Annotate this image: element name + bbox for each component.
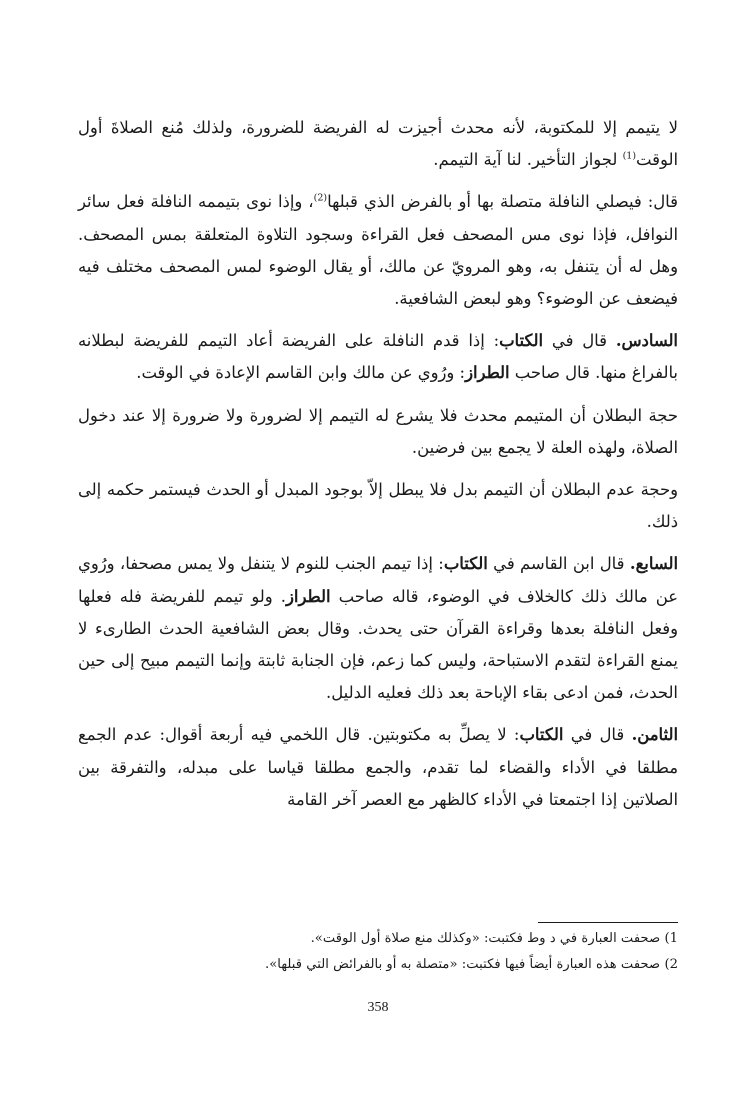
text-run: حجة البطلان أن المتيمم محدث فلا يشرع له التيمم إلا لضرورة ولا ضرورة إلا عند دخول الصلاة، ولهذه العلة لا يجمع بين فرضين. xyxy=(78,405,678,457)
keyword: الكتاب xyxy=(499,331,544,351)
keyword: السادس. xyxy=(615,331,678,351)
text-run: ، وإذا نوى بتيممه النافلة فعل سائر النوافل، فإذا نوى مس المصحف فعل القراءة وسجود التلاوة المتعلقة بمس المصحف. وهل له أن يتنفل به، وهو المرويّ عن مالك، أو يقال الوضوء لمس المصحف مختلف فيه فيضعف عن الوضوء؟ وهو لبعض الشافعية. xyxy=(78,192,678,309)
paragraph xyxy=(78,719,678,816)
text-run: : لا يصلِّ به مكتوبتين. قال اللخمي فيه أربعة أقوال: عدم الجمع مطلقا في الأداء والقضاء لما تقدم، والجمع مطلقا قياسا على مبدله، والتفرقة بين الصلاتين إذا اجتمعتا في الأداء كالظهر مع العصر آخر القامة xyxy=(78,725,678,809)
text-run: قال ابن القاسم في xyxy=(487,554,630,574)
text-run: قال في xyxy=(543,331,616,351)
footnote-1: 1) صحفت العبارة في د وط فكتبت: «وكذلك منع صلاة أول الوقت». xyxy=(310,931,678,946)
text-run: : إذا قدم النافلة على الفريضة أعاد التيمم للفريضة لبطلانه بالفراغ منها. قال صاحب xyxy=(78,331,678,383)
footnote-separator xyxy=(538,922,678,923)
footnote-marker: (2) xyxy=(313,192,328,204)
keyword: الكتاب xyxy=(443,554,488,574)
text-run: : ورُوي عن مالك وابن القاسم الإعادة في الوقت. xyxy=(136,363,466,383)
paragraph xyxy=(78,186,678,315)
paragraph xyxy=(78,112,678,176)
footnotes xyxy=(120,926,678,978)
text-run: قال: فيصلي النافلة متصلة بها أو بالفرض الذي قبلها xyxy=(327,192,678,212)
footnote-marker: (1) xyxy=(622,150,637,162)
footnote-2: 2) صحفت هذه العبارة أيضاً فيها فكتبت: «متصلة به أو بالفرائض التي قبلها». xyxy=(265,957,678,972)
paragraph xyxy=(78,400,678,464)
keyword: الطراز xyxy=(465,363,510,383)
text-run: قال في xyxy=(563,725,632,745)
keyword: الثامن. xyxy=(631,725,679,745)
keyword: الطراز xyxy=(286,586,331,606)
text-run: لجواز التأخير. لنا آية التيمم. xyxy=(433,150,623,170)
paragraph xyxy=(78,474,678,538)
text-run: لا يتيمم إلا للمكتوبة، لأنه محدث أجيزت له الفريضة للضرورة، ولذلك مُنع الصلاةَ أول الوقت xyxy=(78,118,678,170)
main-text xyxy=(78,112,678,826)
text-run: . ولو تيمم للفريضة فله فعلها وفعل النافلة بعدها وقراءة القرآن حتى يحدث. وقال بعض الشافعية الحدث الطارىء لا يمنع القراءة لتقدم الاستباحة، وليس كما زعم، فإن الجنابة ثابتة وإنما التيمم مبيح إلى حين الحدث، فمن ادعى بقاء الإباحة بعد ذلك فعليه الدليل. xyxy=(78,586,678,703)
paragraph xyxy=(78,548,678,709)
page-number: 358 xyxy=(367,1000,389,1015)
keyword: الكتاب xyxy=(519,725,564,745)
text-run: وحجة عدم البطلان أن التيمم بدل فلا يبطل إلاّ بوجود المبدل أو الحدث فيستمر حكمه إلى ذلك. xyxy=(78,480,678,532)
text-run: : إذا تيمم الجنب للنوم لا يتنفل ولا يمس مصحفا، ورُوي عن مالك ذلك كالخلاف في الوضوء، قاله صاحب xyxy=(78,554,678,606)
keyword: السابع. xyxy=(629,554,679,574)
paragraph xyxy=(78,325,678,389)
